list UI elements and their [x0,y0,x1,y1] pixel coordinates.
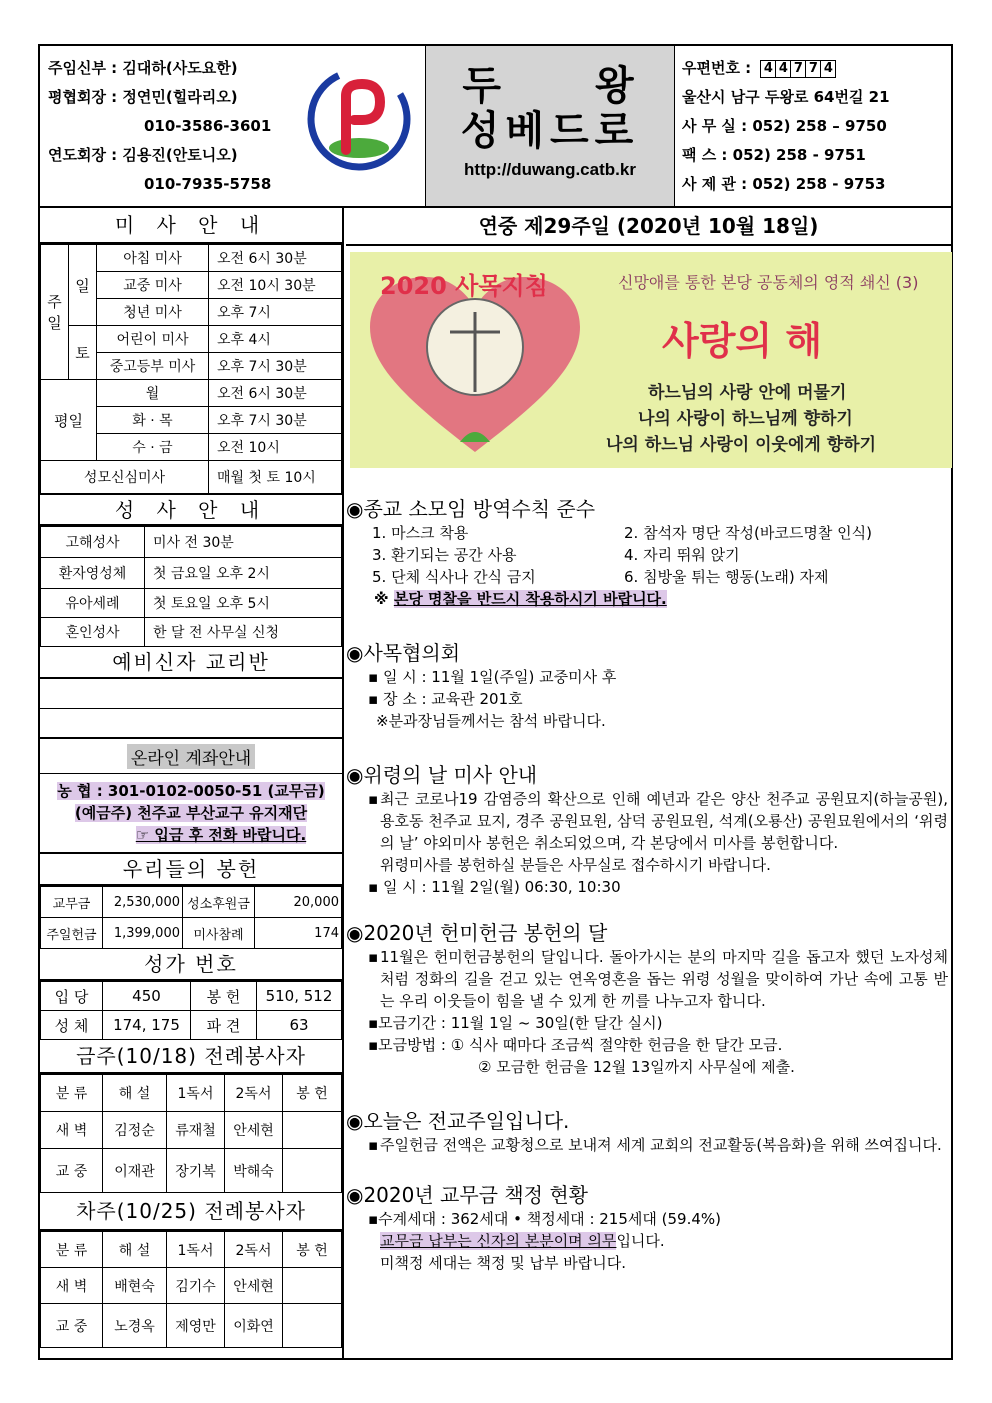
dues-request: 미책정 세대는 책정 및 납부 바랍니다. [380,1254,626,1272]
offering-table [40,886,342,949]
server-header: 2독서 [225,1232,283,1268]
parish-title-box [425,46,675,206]
rule-item: 1. 마스크 착용 [372,524,469,542]
note-mark: ※ [374,590,389,608]
association-line: 연도회장 : 김용진(안토니오) [48,146,238,164]
notice-covid [346,496,951,610]
mass-name: 중고등부 미사 [97,353,209,380]
mission-body: ▪ 주일헌금 전액은 교황청으로 보내져 세계 교회의 전교활동(복음화)을 위해 쓰여집니다. [346,1134,951,1156]
hymn-label: 성 체 [41,1011,103,1040]
special-mass-time: 매월 첫 토 10시 [209,461,342,494]
council-note: ※분과장님들께서는 참석 바랍니다. [376,712,606,730]
all-souls-date-line: ▪ 일 시 : 11월 2일(월) 06:30, 10:30 [368,878,621,896]
account-box [40,774,342,854]
council-place: 장 소 : 교육관 201호 [382,690,523,708]
account-number: 농 협 : 301-0102-0050-51 (교무금) [57,782,325,800]
notice-rice-offering [346,920,951,1078]
notice-all-souls [346,762,951,898]
rule-item: 6. 침방울 튀는 행동(노래) 자제 [624,568,829,586]
catechumen-title: 예비신자 교리반 [40,647,342,679]
notice-heading [346,496,951,522]
all-souls-body: ▪ 최근 코로나19 감염증의 확산으로 인해 예년과 같은 양산 천주교 공원묘지(하늘공원), 용호동 천주교 묘지, 경주 공원묘원, 삼덕 공원묘원, 석계(오룡산) 공원묘원에서의 ‘위령의 날’ 야외미사 봉헌은 취소되었으며, 각 본당에서 미사를 봉헌합니다. [368,790,948,852]
hymn-label: 입 당 [41,982,103,1011]
notice-title: 사목협의회 [363,641,461,665]
sacrament-desc: 미사 전 30분 [145,527,342,558]
notice-dues [346,1182,951,1274]
mass-time: 오전 6시 30분 [209,380,342,407]
zip-digit: 4 [760,60,776,78]
zip-digit: 7 [790,60,806,78]
notice-mission-sunday [346,1108,951,1156]
server-header: 봉 헌 [283,1075,342,1112]
server-cell [283,1304,342,1348]
bullet-icon: ◉ [346,763,364,787]
notice-title: 2020년 헌미헌금 봉헌의 달 [363,921,608,945]
rule-item: 2. 참석자 명단 작성(바코드명찰 인식) [624,524,872,542]
sacrament-name: 유아세례 [41,589,145,618]
dues-duty-line [346,1230,951,1252]
server-header: 1독서 [167,1232,225,1268]
zip-digit: 4 [820,60,836,78]
server-cell [283,1112,342,1149]
server-header: 1독서 [167,1075,225,1112]
header [40,46,951,208]
catechumen-blank-row [40,679,342,709]
server-cell: 김기수 [167,1268,225,1304]
server-cell: 안세현 [225,1268,283,1304]
server-cell: 제영만 [167,1304,225,1348]
covid-rules [346,522,951,588]
offering-value: 20,000 [255,887,342,918]
notice-title: 종교 소모임 방역수칙 준수 [363,497,596,521]
notice-heading [346,920,951,946]
rice-text: 11월은 헌미헌금봉헌의 달입니다. 돌아가시는 분의 마지막 길을 돕고자 했던 노자성체처럼 정화의 길을 걷고 있는 연옥영혼을 돕는 위령 성월을 맞이하여 가난 속에 고통 받는 우리 이웃들이 힘을 낼 수 있게 한 끼를 나누고자 합니다. [380,948,948,1010]
server-cell: 새 벽 [41,1112,103,1149]
rice-body: ▪ 11월은 헌미헌금봉헌의 달입니다. 돌아가시는 분의 마지막 길을 돕고자 했던 노자성체처럼 정화의 길을 걷고 있는 연옥영혼을 돕는 위령 성월을 맞이하여 가난 속에 고통 받는 우리 이웃들이 힘을 낼 수 있게 한 끼를 나누고자 합니다. [368,948,948,1010]
server-header: 2독서 [225,1075,283,1112]
hymn-label: 봉 헌 [191,982,257,1011]
bullet-icon: ◉ [346,1183,364,1207]
servers-this-title: 금주(10/18) 전례봉사자 [40,1040,342,1074]
notice-heading [346,1108,951,1134]
pastoral-banner [350,252,952,468]
zip-label: 우편번호 : [682,59,752,77]
mass-time: 오전 10시 30분 [209,272,342,299]
bullet-icon: ◉ [346,497,364,521]
banner-line-2: 나의 사랑이 하느님께 향하기 [638,409,853,429]
catechumen-blank-row [40,709,342,739]
dues-duty-highlight: 교무금 납부는 신자의 본분이며 의무 [380,1232,617,1250]
server-cell [283,1268,342,1304]
banner-year-title: 2020 사목지침 [380,272,548,300]
office-phone: 사 무 실 : 052) 258 – 9750 [682,117,887,135]
all-souls-date: 일 시 : 11월 2일(월) 06:30, 10:30 [382,878,621,896]
to-label: 토 [69,326,97,380]
mass-name: 교중 미사 [97,272,209,299]
sunday-label: 주일 [41,245,69,380]
hymn-value: 450 [103,982,191,1011]
account-title: 온라인 계좌안내 [127,744,255,769]
bullet-icon: ◉ [346,921,364,945]
council-line: 평협회장 : 정연민(힐라리오) [48,88,238,106]
sacrament-table [40,526,342,647]
server-cell: 장기복 [167,1149,225,1193]
hymn-label: 파 견 [191,1011,257,1040]
mass-name: 어린이 미사 [97,326,209,353]
sacrament-desc: 첫 금요일 오후 2시 [145,558,342,589]
hymn-title: 성가 번호 [40,949,342,981]
server-header: 봉 헌 [283,1232,342,1268]
sacrament-desc: 첫 토요일 오후 5시 [145,589,342,618]
mass-title: 미 사 안 내 [40,208,342,244]
server-header: 분 류 [41,1232,103,1268]
mass-time: 오후 7시 30분 [209,407,342,434]
servers-this-table [40,1074,342,1193]
left-column [40,208,344,1360]
rice-method-2: ② 모금한 헌금을 12월 13일까지 사무실에 제출. [478,1058,795,1076]
zip-digit: 7 [805,60,821,78]
note-text: 본당 명찰을 반드시 착용하시기 바랍니다. [393,590,667,608]
account-note: ☞ 입금 후 전화 바랍니다. [135,826,307,844]
offering-value: 1,399,000 [103,918,183,949]
rice-period: 모금기간 : 11월 1일 ~ 30일(한 달간 실시) [378,1014,663,1032]
mass-name: 화 · 목 [97,407,209,434]
offering-label: 교무금 [41,887,103,918]
server-cell: 박해숙 [225,1149,283,1193]
bullet-icon: ◉ [346,641,364,665]
address: 울산시 남구 두왕로 64번길 21 [682,88,890,106]
title-line2: 성베드로 [460,108,640,154]
server-cell: 교 중 [41,1149,103,1193]
notices [346,496,951,1274]
dues-count: 수계세대 : 362세대 • 책정세대 : 215세대 (59.4%) [378,1210,722,1228]
hymn-table [40,981,342,1040]
server-cell: 교 중 [41,1304,103,1348]
rule-item: 4. 자리 뛰워 앉기 [624,546,740,564]
mass-time: 오후 4시 [209,326,342,353]
banner-line-3: 나의 하느님 사랑이 이웃에게 향하기 [606,435,877,455]
covid-note [346,588,951,610]
banner-line-1: 하느님의 사랑 안에 머물기 [648,383,847,403]
account-holder: (예금주) 천주교 부산교구 유지재단 [74,804,308,822]
council-line: ▪ 장 소 : 교육관 201호 [368,690,523,708]
offering-value: 174 [255,918,342,949]
zip-line [682,54,952,83]
rice-method: 모금방법 : ① 식사 때마다 조금씩 절약한 헌금을 한 달간 모금. [378,1036,783,1054]
server-cell: 류재철 [167,1112,225,1149]
server-cell: 이재관 [103,1149,167,1193]
mass-time: 오전 10시 [209,434,342,461]
parish-url[interactable]: http://duwang.catb.kr [464,160,636,179]
hymn-value: 63 [257,1011,342,1040]
sunday-title: 연중 제29주일 (2020년 10월 18일) [346,208,951,246]
dues-duty-tail: 입니다. [616,1232,665,1250]
notice-heading [346,640,951,666]
council-date: 일 시 : 11월 1일(주일) 교중미사 후 [382,668,617,686]
clergy-info [48,54,308,199]
sacrament-name: 고해성사 [41,527,145,558]
association-phone: 010-7935-5758 [144,175,272,193]
parish-logo-icon [306,66,412,172]
dues-count-line: ▪수계세대 : 362세대 • 책정세대 : 215세대 (59.4%) [368,1210,722,1228]
offering-label: 주일헌금 [41,918,103,949]
notice-heading [346,1182,951,1208]
mass-name: 월 [97,380,209,407]
bullet-icon: ◉ [346,1109,364,1133]
server-header: 분 류 [41,1075,103,1112]
offering-title: 우리들의 봉헌 [40,854,342,886]
sacrament-name: 환자영성체 [41,558,145,589]
mass-name: 수 · 금 [97,434,209,461]
notice-title: 오늘은 전교주일입니다. [363,1109,570,1133]
servers-next-title: 차주(10/25) 전례봉사자 [40,1193,342,1231]
zip-code [760,60,835,78]
server-cell: 노경옥 [103,1304,167,1348]
mass-time: 오전 6시 30분 [209,245,342,272]
offering-label: 성소후원금 [183,887,255,918]
notice-title: 2020년 교무금 책정 현황 [363,1183,588,1207]
all-souls-text: 최근 코로나19 감염증의 확산으로 인해 예년과 같은 양산 천주교 공원묘지(하늘공원), 용호동 천주교 묘지, 경주 공원묘원, 삼덕 공원묘원, 석계(오룡산) 공원묘원에서의 ‘위령의 날’ 야외미사 봉헌은 취소되었으며, 각 본당에서 미사를 봉헌합니다. [380,790,948,852]
zip-digit: 4 [775,60,791,78]
rice-period-line: ▪모금기간 : 11월 1일 ~ 30일(한 달간 실시) [368,1014,663,1032]
account-section [40,739,342,774]
servers-next-table [40,1231,342,1348]
notice-title: 위령의 날 미사 안내 [363,763,538,787]
il-label: 일 [69,245,97,326]
hymn-value: 174, 175 [103,1011,191,1040]
right-column [346,208,951,1360]
server-cell: 안세현 [225,1112,283,1149]
bulletin-page [38,44,953,1360]
rice-method-line: ▪모금방법 : ① 식사 때마다 조금씩 절약한 헌금을 한 달간 모금. [368,1036,783,1054]
mass-time: 오후 7시 [209,299,342,326]
sacrament-desc: 한 달 전 사무실 신청 [145,618,342,647]
mass-time: 오후 7시 30분 [209,353,342,380]
server-header: 해 설 [103,1232,167,1268]
banner-subtitle: 신망애를 통한 본당 공동체의 영적 쇄신 (3) [618,273,919,292]
offering-label: 미사참례 [183,918,255,949]
council-phone: 010-3586-3601 [144,117,272,135]
pastor-line: 주임신부 : 김대하(사도요한) [48,59,238,77]
sacrament-title: 성 사 안 내 [40,494,342,526]
council-line: ▪ 일 시 : 11월 1일(주일) 교중미사 후 [368,668,617,686]
title-line1: 두 왕 [462,63,674,109]
server-cell: 새 벽 [41,1268,103,1304]
rule-item: 3. 환기되는 공간 사용 [372,546,517,564]
rectory-phone: 사 제 관 : 052) 258 - 9753 [682,175,886,193]
mass-name: 청년 미사 [97,299,209,326]
offering-value: 2,530,000 [103,887,183,918]
mission-text: 주일헌금 전액은 교황청으로 보내져 세계 교회의 전교활동(복음화)을 위해 쓰여집니다. [380,1136,942,1154]
mass-table [40,244,342,494]
server-cell: 이화연 [225,1304,283,1348]
server-cell [283,1149,342,1193]
sacrament-name: 혼인성사 [41,618,145,647]
server-cell: 배현숙 [103,1268,167,1304]
hymn-value: 510, 512 [257,982,342,1011]
special-mass-name: 성모신심미사 [41,461,209,494]
mass-name: 아침 미사 [97,245,209,272]
server-cell: 김정순 [103,1112,167,1149]
rule-item: 5. 단체 식사나 간식 금지 [372,568,536,586]
weekday-label: 평일 [41,380,97,461]
contact-info [682,54,952,199]
all-souls-body2: 위령미사를 봉헌하실 분들은 사무실로 접수하시기 바랍니다. [380,856,771,874]
notice-council [346,640,951,732]
server-header: 해 설 [103,1075,167,1112]
fax-number: 팩 스 : 052) 258 - 9751 [682,146,866,164]
notice-heading [346,762,951,788]
banner-main: 사랑의 해 [662,319,823,363]
